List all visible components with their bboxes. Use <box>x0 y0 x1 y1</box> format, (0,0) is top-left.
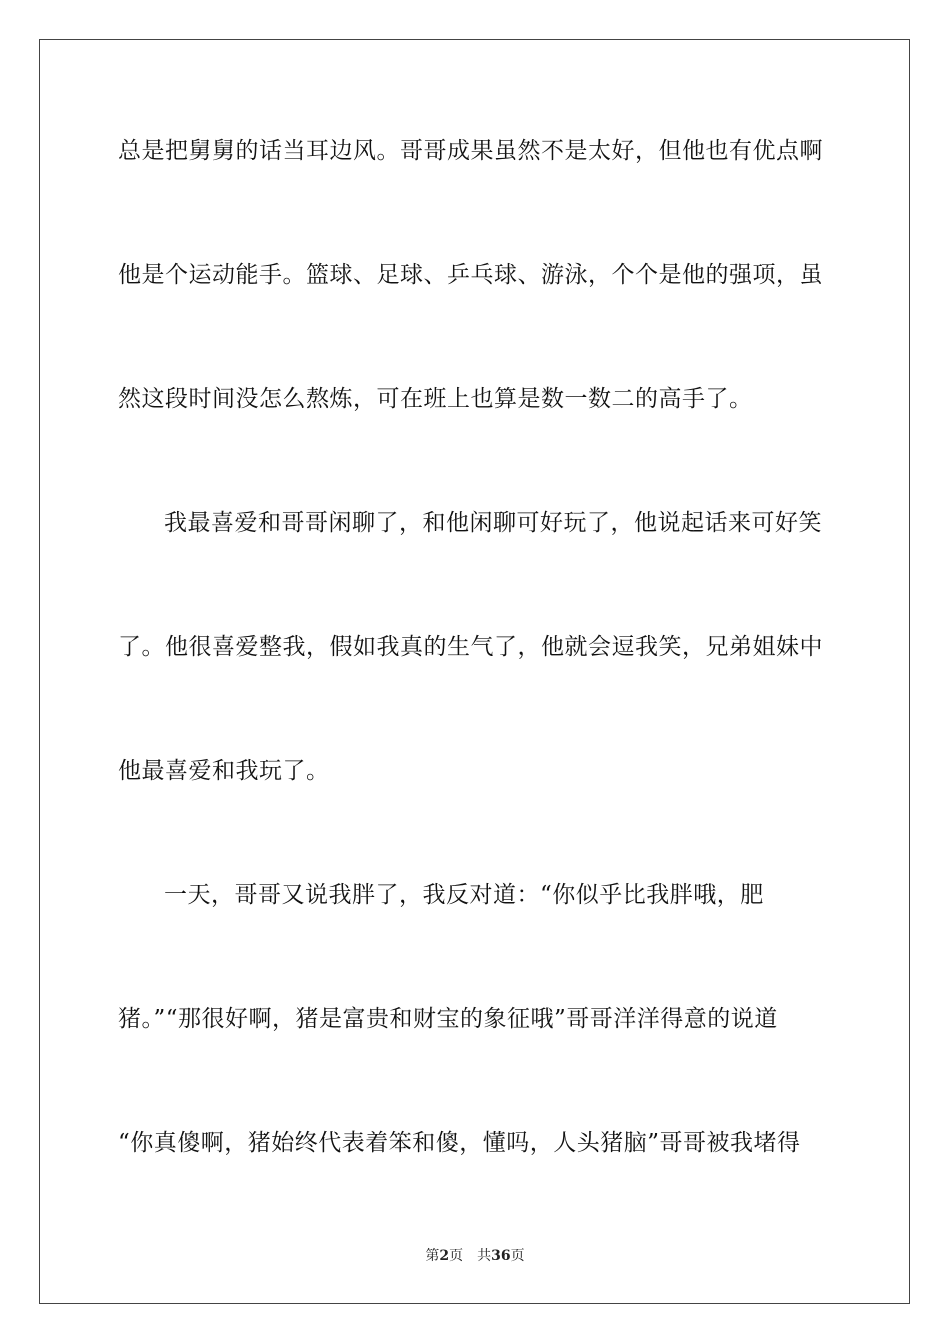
text-line-8: 猪。”“那很好啊，猪是富贵和财宝的象征哦”哥哥洋洋得意的说道 <box>118 1006 778 1032</box>
page-border <box>39 39 910 1304</box>
page-number: 2 <box>439 1248 450 1264</box>
total-pages: 36 <box>491 1248 511 1264</box>
total-suffix: 页 <box>510 1248 525 1264</box>
total-prefix: 共 <box>477 1248 492 1264</box>
text-line-6: 他最喜爱和我玩了。 <box>118 758 330 784</box>
text-line-1: 总是把舅舅的话当耳边风。哥哥成果虽然不是太好，但他也有优点啊 <box>118 138 823 164</box>
text-line-5: 了。他很喜爱整我，假如我真的生气了，他就会逗我笑，兄弟姐妹中 <box>118 634 823 660</box>
page-suffix: 页 <box>449 1248 464 1264</box>
page-footer <box>0 1246 950 1266</box>
text-line-4: 我最喜爱和哥哥闲聊了，和他闲聊可好玩了，他说起话来可好笑 <box>164 510 822 536</box>
text-line-2: 他是个运动能手。篮球、足球、乒乓球、游泳，个个是他的强项，虽 <box>118 262 823 288</box>
text-line-3: 然这段时间没怎么熬炼，可在班上也算是数一数二的高手了。 <box>118 386 753 412</box>
text-line-7: 一天，哥哥又说我胖了，我反对道：“你似乎比我胖哦，肥 <box>164 882 764 908</box>
page-prefix: 第 <box>425 1248 440 1264</box>
text-line-9: “你真傻啊，猪始终代表着笨和傻，懂吗，人头猪脑”哥哥被我堵得 <box>118 1130 801 1156</box>
